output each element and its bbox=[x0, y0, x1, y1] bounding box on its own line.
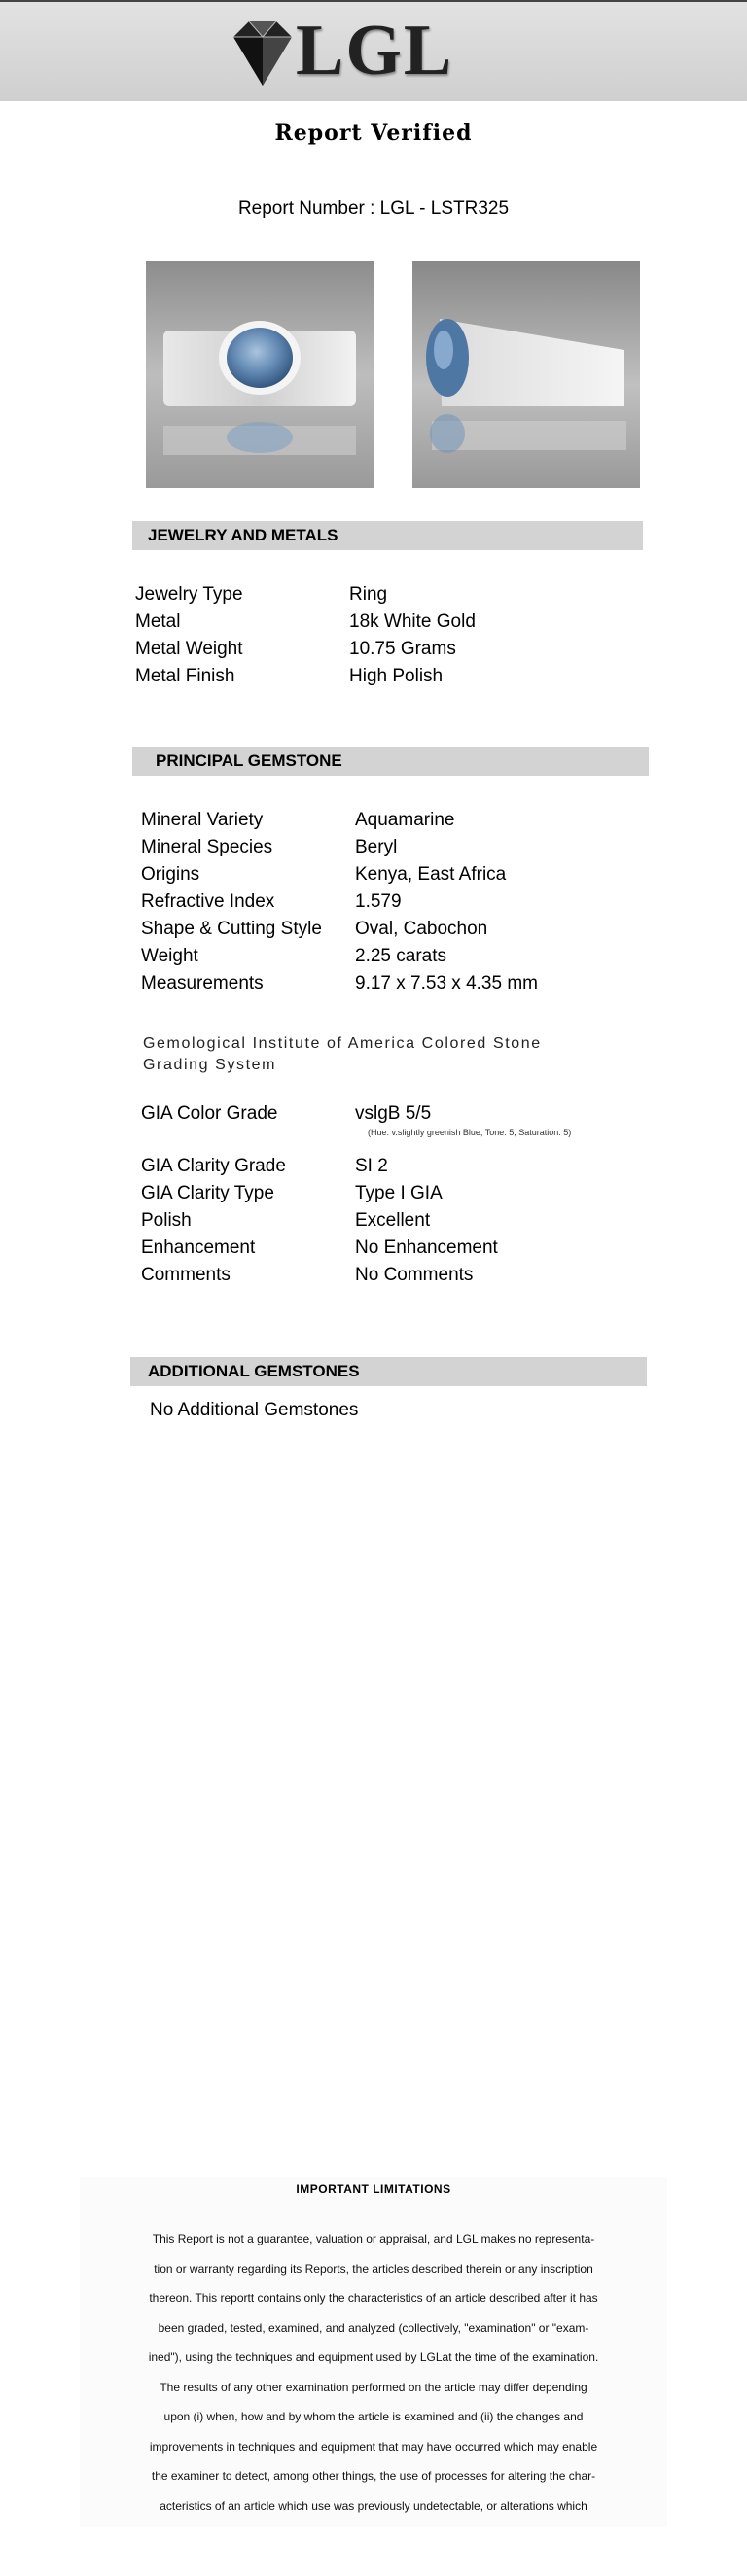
metal-label: Metal bbox=[135, 611, 181, 632]
origins-value: Kenya, East Africa bbox=[355, 864, 507, 885]
gia-clarity-type-label: GIA Clarity Type bbox=[141, 1183, 274, 1203]
mineral-species-value: Beryl bbox=[355, 837, 398, 857]
gia-color-grade-value: vslgB 5/5 bbox=[355, 1103, 432, 1124]
principal-section-heading: PRINCIPAL GEMSTONE bbox=[132, 747, 649, 776]
limitations-line: acteristics of an article which use was previously undetectable, or alterations which bbox=[160, 2498, 587, 2513]
shape-cut-value: Oval, Cabochon bbox=[355, 919, 488, 939]
hue-note: (Hue: v.slightly greenish Blue, Tone: 5, Saturation: 5) bbox=[368, 1128, 572, 1137]
mineral-variety-value: Aquamarine bbox=[355, 810, 455, 830]
comments-value: No Comments bbox=[355, 1265, 474, 1285]
limitations-line: improvements in techniques and equipment that may have occurred which may enable bbox=[149, 2439, 598, 2454]
limitations-line: the examiner to detect, among other things, the use of processes for altering the char- bbox=[151, 2469, 596, 2483]
limitations-line: been graded, tested, examined, and analyzed (collectively, "examination" or "exam- bbox=[158, 2320, 589, 2335]
measurements-value: 9.17 x 7.53 x 4.35 mm bbox=[355, 973, 538, 993]
mineral-variety-label: Mineral Variety bbox=[141, 810, 264, 830]
limitations-body bbox=[107, 2224, 640, 2521]
gia-clarity-type-value: Type I GIA bbox=[355, 1183, 443, 1203]
report-number: Report Number : LGL - LSTR325 bbox=[237, 198, 510, 219]
limitations-line: thereon. This reportt contains only the characteristics of an article described after it has bbox=[149, 2291, 598, 2305]
polish-value: Excellent bbox=[355, 1210, 431, 1231]
metal-weight-label: Metal Weight bbox=[135, 639, 243, 659]
limitations-line: tion or warranty regarding its Reports, the articles described therein or any inscription bbox=[154, 2261, 593, 2276]
jewelry-type-label: Jewelry Type bbox=[135, 584, 243, 605]
header-banner bbox=[0, 0, 747, 101]
metal-finish-label: Metal Finish bbox=[135, 666, 235, 686]
limitations-line: upon (i) when, how and by whom the article is examined and (ii) the changes and bbox=[163, 2410, 584, 2423]
comments-label: Comments bbox=[141, 1265, 231, 1285]
gia-clarity-grade-label: GIA Clarity Grade bbox=[141, 1156, 286, 1176]
shape-cut-label: Shape & Cutting Style bbox=[141, 919, 322, 939]
limitations-line: This Report is not a guarantee, valuation or appraisal, and LGL makes no representa- bbox=[152, 2232, 595, 2245]
logo-text: LGL bbox=[296, 11, 454, 90]
measurements-label: Measurements bbox=[141, 973, 264, 993]
diamond-icon bbox=[228, 16, 296, 91]
jewelry-type-value: Ring bbox=[349, 584, 388, 605]
mineral-species-label: Mineral Species bbox=[141, 837, 273, 857]
enhancement-label: Enhancement bbox=[141, 1237, 256, 1258]
refractive-index-value: 1.579 bbox=[355, 891, 402, 912]
weight-label: Weight bbox=[141, 946, 198, 966]
ring-side-photo bbox=[412, 261, 640, 488]
enhancement-value: No Enhancement bbox=[355, 1237, 498, 1258]
polish-label: Polish bbox=[141, 1210, 192, 1231]
weight-value: 2.25 carats bbox=[355, 946, 446, 966]
metal-value: 18k White Gold bbox=[349, 611, 476, 632]
origins-label: Origins bbox=[141, 864, 200, 885]
ring-front-photo bbox=[146, 261, 374, 488]
metal-finish-value: High Polish bbox=[349, 666, 444, 686]
jewelry-section-heading: JEWELRY AND METALS bbox=[132, 521, 643, 550]
limitations-line: ined"), using the techniques and equipment used by LGLat the time of the examination. bbox=[148, 2350, 599, 2364]
gia-clarity-grade-value: SI 2 bbox=[355, 1156, 388, 1176]
limitations-line: The results of any other examination performed on the article may differ depending bbox=[160, 2380, 587, 2394]
limitations-title: IMPORTANT LIMITATIONS bbox=[296, 2182, 451, 2196]
gia-grading-system-title: Gemological Institute of America Colored Stone Grading System bbox=[143, 1035, 542, 1073]
additional-section-heading: ADDITIONAL GEMSTONES bbox=[130, 1357, 647, 1386]
lgl-logo bbox=[228, 11, 480, 91]
page-title: Report Verified bbox=[274, 121, 473, 146]
refractive-index-label: Refractive Index bbox=[141, 891, 275, 912]
gia-color-grade-label: GIA Color Grade bbox=[141, 1103, 278, 1124]
additional-gemstones-text: No Additional Gemstones bbox=[150, 1400, 359, 1420]
metal-weight-value: 10.75 Grams bbox=[349, 639, 456, 659]
